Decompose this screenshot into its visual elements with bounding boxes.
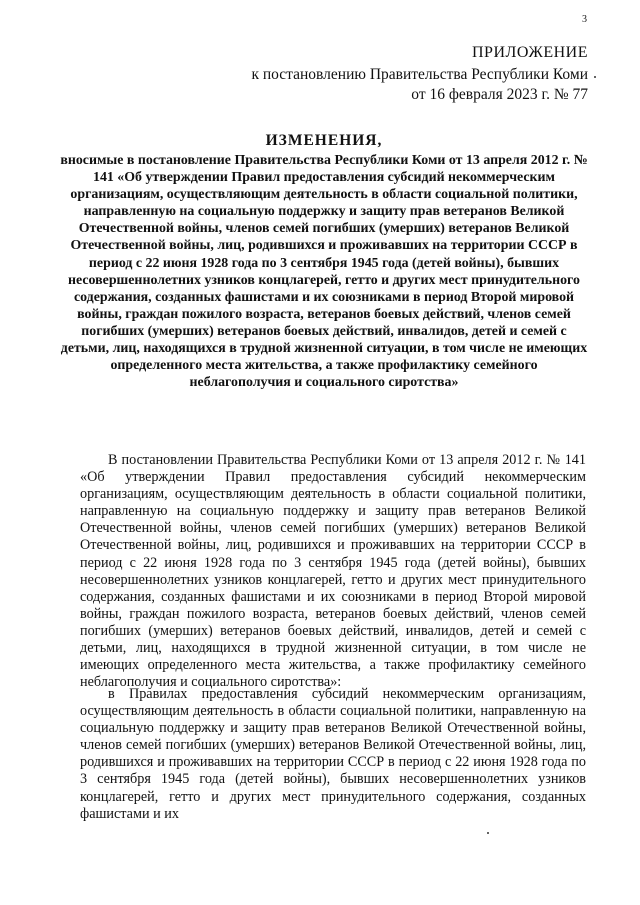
heading-subtitle: вносимые в постановление Правительства Республики Коми от 13 апреля 2012 г. № 141 «Об утверждении Правил предоставления субсидий некоммерческим организациям, осуществляющим деятельность в области социальной политики, направленную на социальную поддержку и защиту прав ветеранов Великой Отечественной войны, членов семей погибших (умерших) ветеранов Великой Отечественной войны, лиц, родившихся и проживавших на территории СССР в период с 22 июня 1928 года по 3 сентября 1945 года (детей войны), бывших несовершеннолетних узников концлагерей, гетто и других мест принудительного содержания, созданных фашистами и их союзниками в период Второй мировой войны, граждан пожилого возраста, ветеранов боевых действий, членов семей погибших (умерших) ветеранов боевых действий, инвалидов, детей и семей с детьми, лиц, находящихся в трудной жизненной ситуации, в том числе не имеющих определенного места жительства, а также профилактику семейного неблагополучия и социального сиротства» <box>60 153 588 391</box>
paragraph-1-text: В постановлении Правительства Республики Коми от 13 апреля 2012 г. № 141 «Об утверждении Правил предоставления субсидий некоммерческим организациям, осуществляющим деятельность в области социальной политики, направленную на социальную поддержку и защиту прав ветеранов Великой Отечественной войны, членов семей погибших (умерших) ветеранов Великой Отечественной войны, лиц, родившихся и проживавших на территории СССР в период с 22 июня 1928 года по 3 сентября 1945 года (детей войны), бывших несовершеннолетних узников концлагерей, гетто и других мест принудительного содержания, созданных фашистами и их союзниками в период Второй мировой войны, граждан пожилого возраста, ветеранов боевых действий, членов семей погибших (умерших) ветеранов боевых действий, инвалидов, детей и семей с детьми, лиц, находящихся в трудной жизненной ситуации, в том числе не имеющих определенного места жительства, а также профилактику семейного неблагополучия и социального сиротства»: <box>80 452 586 691</box>
appendix-line-2: от 16 февраля 2023 г. № 77 <box>411 86 588 103</box>
body-paragraph-1 <box>80 452 586 691</box>
scan-speck <box>594 76 596 78</box>
appendix-title: ПРИЛОЖЕНИЕ <box>471 44 588 61</box>
appendix-line-1: к постановлению Правительства Республики Коми <box>251 66 588 83</box>
body-paragraph-2 <box>80 686 586 823</box>
paragraph-2-text: в Правилах предоставления субсидий некоммерческим организациям, осуществляющим деятельность в области социальной политики, направленную на социальную поддержку и защиту прав ветеранов Великой Отечественной войны, членов семей погибших (умерших) ветеранов Великой Отечественной войны, лиц, родившихся и проживавших на территории СССР в период с 22 июня 1928 года по 3 сентября 1945 года (детей войны), бывших несовершеннолетних узников концлагерей, гетто и других мест принудительного содержания, созданных фашистами и их <box>80 686 586 822</box>
page-number: 3 <box>582 14 587 25</box>
heading-title: ИЗМЕНЕНИЯ, <box>265 132 383 149</box>
scan-speck <box>487 832 489 834</box>
